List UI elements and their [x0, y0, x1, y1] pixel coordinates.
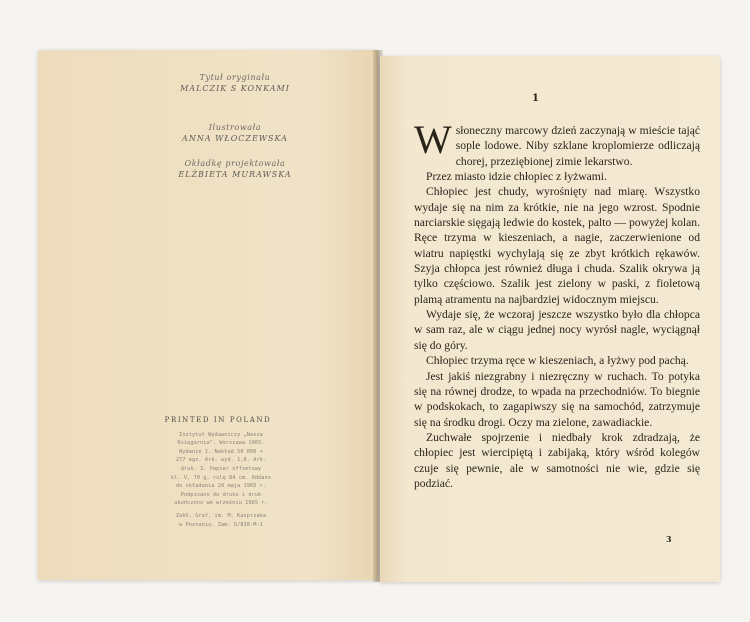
imprint-line: do składania 20 maja 1965 r.	[175, 483, 267, 490]
imprint	[162, 416, 280, 533]
imprint-printer-block	[162, 512, 280, 529]
imprint-line: Księgarnia". Warszawa 1965.	[177, 440, 265, 447]
left-page	[38, 50, 378, 580]
printed-in-poland: PRINTED IN POLAND	[164, 416, 272, 424]
right-page	[380, 56, 720, 582]
imprint-line: 277 egz. Ark. wyd. 1,8. Ark.	[175, 457, 267, 464]
cover-credit	[160, 158, 310, 180]
paragraph: Zuchwałe spojrzenie i niedbały krok zdradzają, że chłopiec jest wiercipiętą i zabijaką, który wśród kolegów czuje się pewnie, ale w samotności nie wie, gdzie się podziać.	[414, 430, 700, 490]
paragraph: Przez miasto idzie chłopiec z łyżwami.	[426, 170, 607, 184]
page-number: 3	[666, 534, 672, 544]
imprint-publisher-block	[162, 431, 280, 508]
original-title-credit	[160, 72, 310, 94]
chapter-text	[414, 117, 700, 491]
paragraph: Wydaje się, że wczoraj jeszcze wszystko było dla chłopca w sam raz, ale w ciągu jednej nocy wyrósł nagle, wyciągnął się do góry.	[414, 308, 700, 352]
imprint-line: Podpisano do druku i druk	[180, 491, 262, 498]
illustrator-name: ANNA WŁOCZEWSKA	[182, 134, 288, 143]
original-title-label: Tytuł oryginału	[199, 73, 271, 82]
imprint-line: Instytut Wydawniczy „Nasza	[179, 431, 263, 438]
imprint-line: ukończono we wrześniu 1965 r.	[174, 500, 268, 507]
paragraph: Jest jakiś niezgrabny i niezręczny w ruchach. To potyka się na równej drodze, to wpada na przechodniów. To biegnie w podskokach, to zagapiwszy się na samochód, zatrzymuje się na środku drogi. Oczy ma zielone, zawadiackie.	[414, 369, 700, 429]
paragraph-text: słoneczny marcowy dzień zaczynają w mieście tająć sople lodowe. Niby szklane kroplomierze odliczają chorej, przeziębionej zimie lekarstwo.	[455, 124, 700, 168]
paragraph	[414, 117, 700, 169]
imprint-line: w Poznaniu. Zam. D/838-M-1	[179, 521, 263, 528]
imprint-line: Wydanie I. Nakład 50 000 +	[179, 448, 263, 455]
paragraph: Chłopiec jest chudy, wyrośnięty nad miarę. Wszystko wydaje się na nim za krótkie, nie na jego wzrost. Spodnie narciarskie sięgają ledwie do kostek, palto — powyżej kolan. Ręce trzyma w kieszeniach, a nagie, zaczerwienione od wiatru napięstki wychylają się ze zbyt krótkich rękawów. Szyja chłopca jest również długa i chuda. Szalik okrywa ją tylko częściowo. Szalik jest zielony w paski, z fioletową plamą atramentu na najbardziej widocznym miejscu.	[414, 185, 700, 306]
cover-label: Okładkę projektowała	[184, 159, 286, 168]
illustrator-credit	[160, 122, 310, 144]
cover-designer: ELŻBIETA MURAWSKA	[178, 170, 292, 179]
imprint-line: druk. 3. Papier offsetowy	[180, 465, 262, 472]
paragraph: Chłopiec trzyma ręce w kieszeniach, a łyżwy pod pachą.	[426, 354, 689, 368]
drop-cap: W	[414, 117, 452, 162]
imprint-line: Zakł. Graf. im. M. Kasprzaka	[175, 512, 267, 519]
illustrator-label: Ilustrowała	[208, 123, 262, 132]
imprint-line: kl. V, 70 g, rolę 84 cm. Oddano	[171, 474, 271, 481]
chapter-number: 1	[532, 93, 539, 104]
original-title: MALCZIK S KONKAMI	[180, 84, 290, 93]
